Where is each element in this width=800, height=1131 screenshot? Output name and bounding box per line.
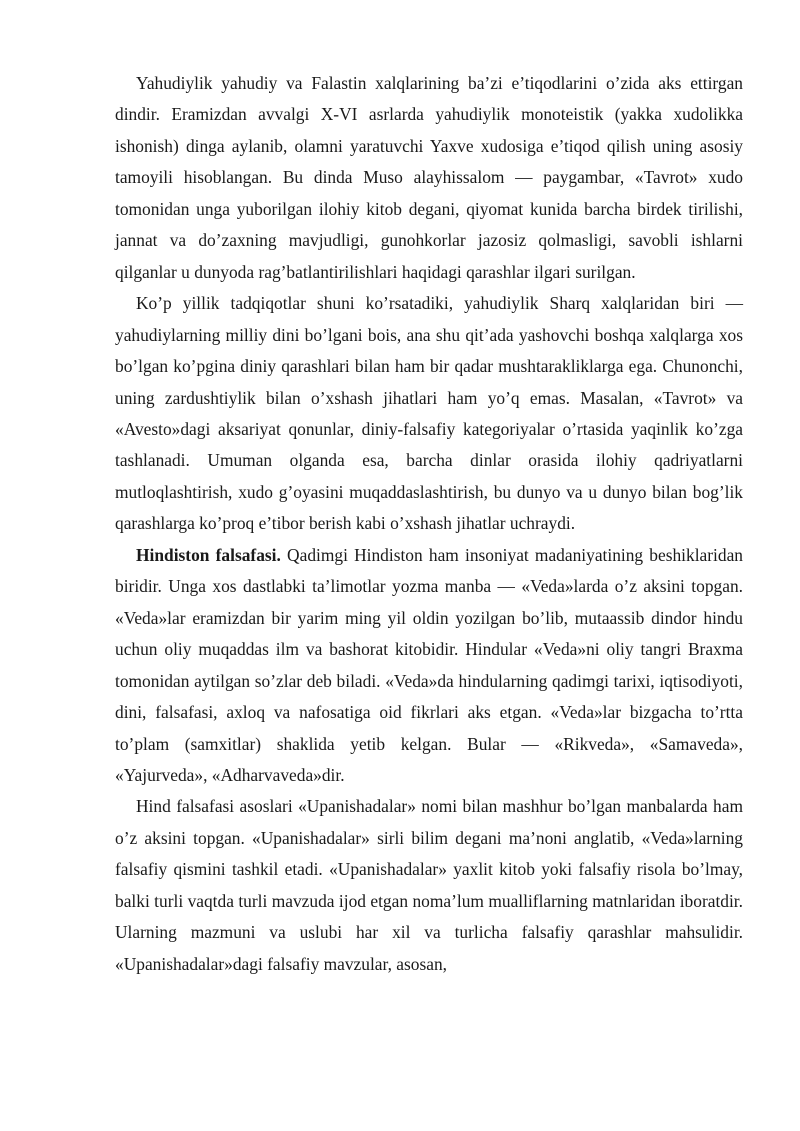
paragraph-text: Ko’p yillik tadqiqotlar shuni ko’rsatadiki, yahudiylik Sharq xalqlaridan biri — yahudiylarning milliy dini bo’lgani bois, ana shu qit’ada yashovchi boshqa xalqlarga xos bo’lgan ko’pgina diniy qarashlari bilan ham bir qadar mushtarakliklarga ega. Chunonchi, uning zardushtiylik bilan o’xshash jihatlari ham yo’q emas. Masalan, «Tavrot» va «Avesto»dagi aksariyat qonunlar, diniy-falsafiy kategoriyalar o’rtasida yaqinlik ko’zga tashlanadi. Umuman olganda esa, barcha dinlar orasida ilohiy qadriyatlarni mutloqlashtirish, xudo g’oyasini muqaddaslashtirish, bu dunyo va u dunyo bilan bog’lik qarashlarga ko’proq e’tibor berish kabi o’xshash jihatlar uchraydi.	[115, 293, 743, 534]
paragraph-text: Hind falsafasi asoslari «Upanishadalar» nomi bilan mashhur bo’lgan manbalarda ham o’z aksini topgan. «Upanishadalar» sirli bilim degani ma’noni anglatib, «Veda»larning falsafiy qismini tashkil etadi. «Upanishadalar» yaxlit kitob yoki falsafiy risola bo’lmay, balki turli vaqtda turli mavzuda ijod etgan noma’lum mualliflarning matnlaridan iboratdir. Ularning mazmuni va uslubi har xil va turlicha falsafiy qarashlar mahsulidir. «Upanishadalar»dagi falsafiy mavzular, asosan,	[115, 796, 743, 974]
section-heading-india: Hindiston falsafasi.	[136, 544, 281, 565]
paragraph-judaism-comparison	[115, 288, 743, 540]
paragraph-text: Yahudiylik yahudiy va Falastin xalqlarining ba’zi e’tiqodlarini o’zida aks ettirgan dindir. Eramizdan avvalgi X-VI asrlarda yahudiylik monoteistik (yakka xudolikka ishonish) dinga aylanib, olamni yaratuvchi Yaxve xudosiga e’tiqod qilish uning asosiy tamoyili hisoblangan. Bu dinda Muso alayhissalom — paygambar, «Tavrot» xudo tomonidan unga yuborilgan ilohiy kitob degani, qiyomat kunida barcha birdek tirilishi, jannat va do’zaxning mavjudligi, gunohkorlar jazosiz qolmasligi, savobli ishlarni qilganlar u dunyoda rag’batlantirilishlari haqidagi qarashlar ilgari surilgan.	[115, 73, 743, 282]
document-page	[115, 68, 743, 980]
paragraph-india-philosophy	[115, 540, 743, 792]
paragraph-text: Qadimgi Hindiston ham insoniyat madaniyatining beshiklaridan biridir. Unga xos dastlabki ta’limotlar yozma manba — «Veda»larda o’z aksini topgan. «Veda»lar eramizdan bir yarim ming yil oldin yozilgan bo’lib, mutaassib dindor hindu uchun oliy muqaddas ilm va bashorat kitobidir. Hindular «Veda»ni oliy tangri Braxma tomonidan aytilgan so’zlar deb biladi. «Veda»da hindularning qadimgi tarixi, iqtisodiyoti, dini, falsafasi, axloq va nafosatiga oid fikrlari aks etgan. «Veda»lar bizgacha to’rtta to’plam (samxitlar) shaklida yetib kelgan. Bular — «Rikveda», «Samaveda», «Yajurveda», «Adharvaveda»dir.	[115, 544, 743, 785]
paragraph-upanishads	[115, 791, 743, 980]
paragraph-judaism-intro	[115, 68, 743, 288]
